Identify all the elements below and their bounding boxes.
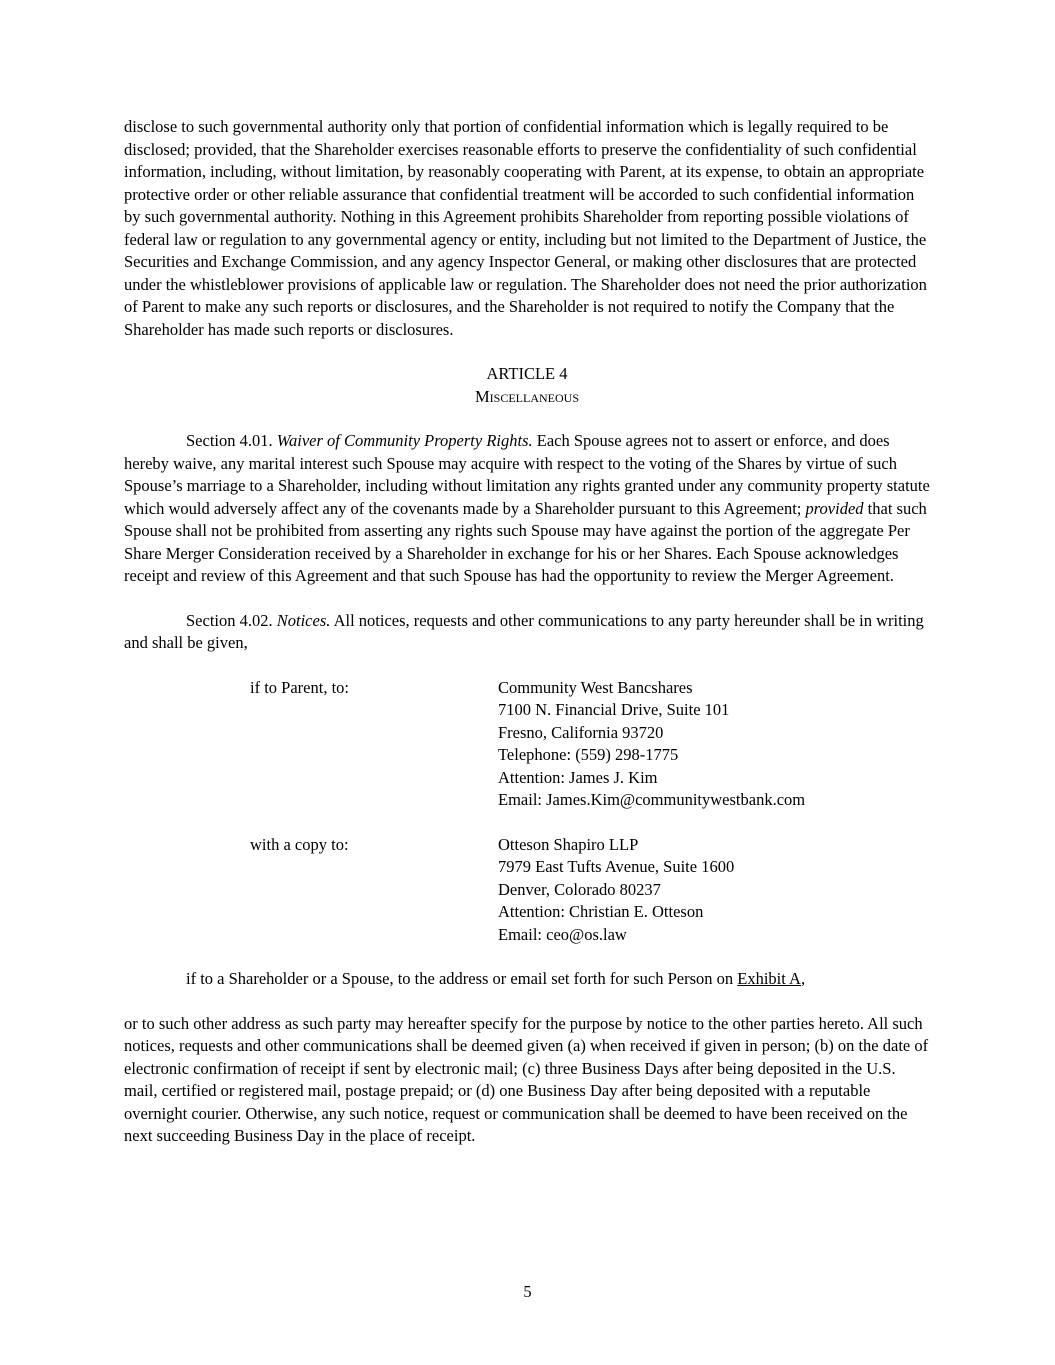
page-number: 5 [523,1281,532,1301]
address-line: Email: ceo@os.law [498,924,627,944]
paragraph-shareholder-notice [124,968,930,991]
notice-parent-address [498,677,930,812]
address-line: Denver, Colorado 80237 [498,879,661,899]
address-line: 7100 N. Financial Drive, Suite 101 [498,700,730,719]
section-4-01-body-b: that such Spouse shall not be prohibited from asserting any rights such Spouse may have against the portion of the aggregate Per Share Merger Consideration received by a Shareholder in exchange for his or her Shares. Each Spouse acknowledges receipt and review of this Agreement and that such Spouse has had the opportunity to review the Merger Agreement. [124,498,927,585]
exhibit-a-reference: Exhibit A [737,969,801,988]
section-4-02-title: Notices. [276,610,331,630]
section-4-01-provided: provided [805,498,864,518]
address-line: 7979 East Tufts Avenue, Suite 1600 [498,857,735,876]
notice-copy-label: with a copy to: [250,834,349,854]
address-line: Email: James.Kim@communitywestbank.com [498,790,806,809]
section-4-01-label: Section 4.01. [186,431,277,450]
address-line: Otteson Shapiro LLP [498,834,639,854]
notice-parent-block [124,677,930,812]
address-line: Community West Bancshares [498,677,693,697]
section-4-02-body: All notices, requests and other communications to any party hereunder shall be in writing and shall be given, [124,610,924,652]
notice-copy-address [498,834,930,947]
address-line: Telephone: (559) 298-1775 [498,745,679,764]
section-4-02-label: Section 4.02. [186,610,277,630]
paragraph-section-4-02 [124,610,930,655]
article-4-subheading: Miscellaneous [474,386,579,406]
address-line: Attention: Christian E. Otteson [498,902,704,921]
paragraph-section-4-01 [124,430,930,588]
shareholder-notice-trailing: , [800,969,806,988]
shareholder-notice-text: if to a Shareholder or a Spouse, to the address or email set forth for such Person on [186,969,738,988]
paragraph-confidentiality: disclose to such governmental authority only that portion of confidential information which is legally required to be disclosed; provided, that the Shareholder exercises reasonable efforts to preserve the confidentiality of such confidential information, including, without limitation, by reasonably cooperating with Parent, at its expense, to obtain an appropriate protective order or other reliable assurance that confidential treatment will be accorded to such confidential information by such governmental authority. Nothing in this Agreement prohibits Shareholder from reporting possible violations of federal law or regulation to any governmental agency or entity, including but not limited to the Department of Justice, the Securities and Exchange Commission, and any agency Inspector General, or making other disclosures that are protected under the whistleblower provisions of applicable law or regulation. The Shareholder does not need the prior authorization of Parent to make any such reports or disclosures, and the Shareholder is not required to notify the Company that the Shareholder has made such reports or disclosures. [124,117,927,339]
section-4-01-body-a: Each Spouse agrees not to assert or enforce, and does hereby waive, any marital interest such Spouse may acquire with respect to the voting of the Shares by virtue of such Spouse’s marriage to a Shareholder, including without limitation any rights granted under any community property statute which would adversely affect any of the covenants made by a Shareholder pursuant to this Agreement; [124,431,930,518]
paragraph-notice-rules: or to such other address as such party may hereafter specify for the purpose by notice to the other parties hereto. All such notices, requests and other communications shall be deemed given (a) when received if given in person; (b) on the date of electronic confirmation of receipt if sent by electronic mail; (c) three Business Days after being deposited in the U.S. mail, certified or registered mail, postage prepaid; or (d) one Business Day after being deposited with a reputable overnight courier. Otherwise, any such notice, request or communication shall be deemed to have been received on the next succeeding Business Day in the place of receipt. [124,1013,929,1145]
article-4-heading: ARTICLE 4 [486,364,568,383]
notice-parent-label: if to Parent, to: [250,677,349,697]
notice-copy-block [124,834,930,947]
address-line: Attention: James J. Kim [498,767,658,787]
address-line: Fresno, California 93720 [498,722,664,742]
section-4-01-title: Waiver of Community Property Rights. [276,431,533,450]
